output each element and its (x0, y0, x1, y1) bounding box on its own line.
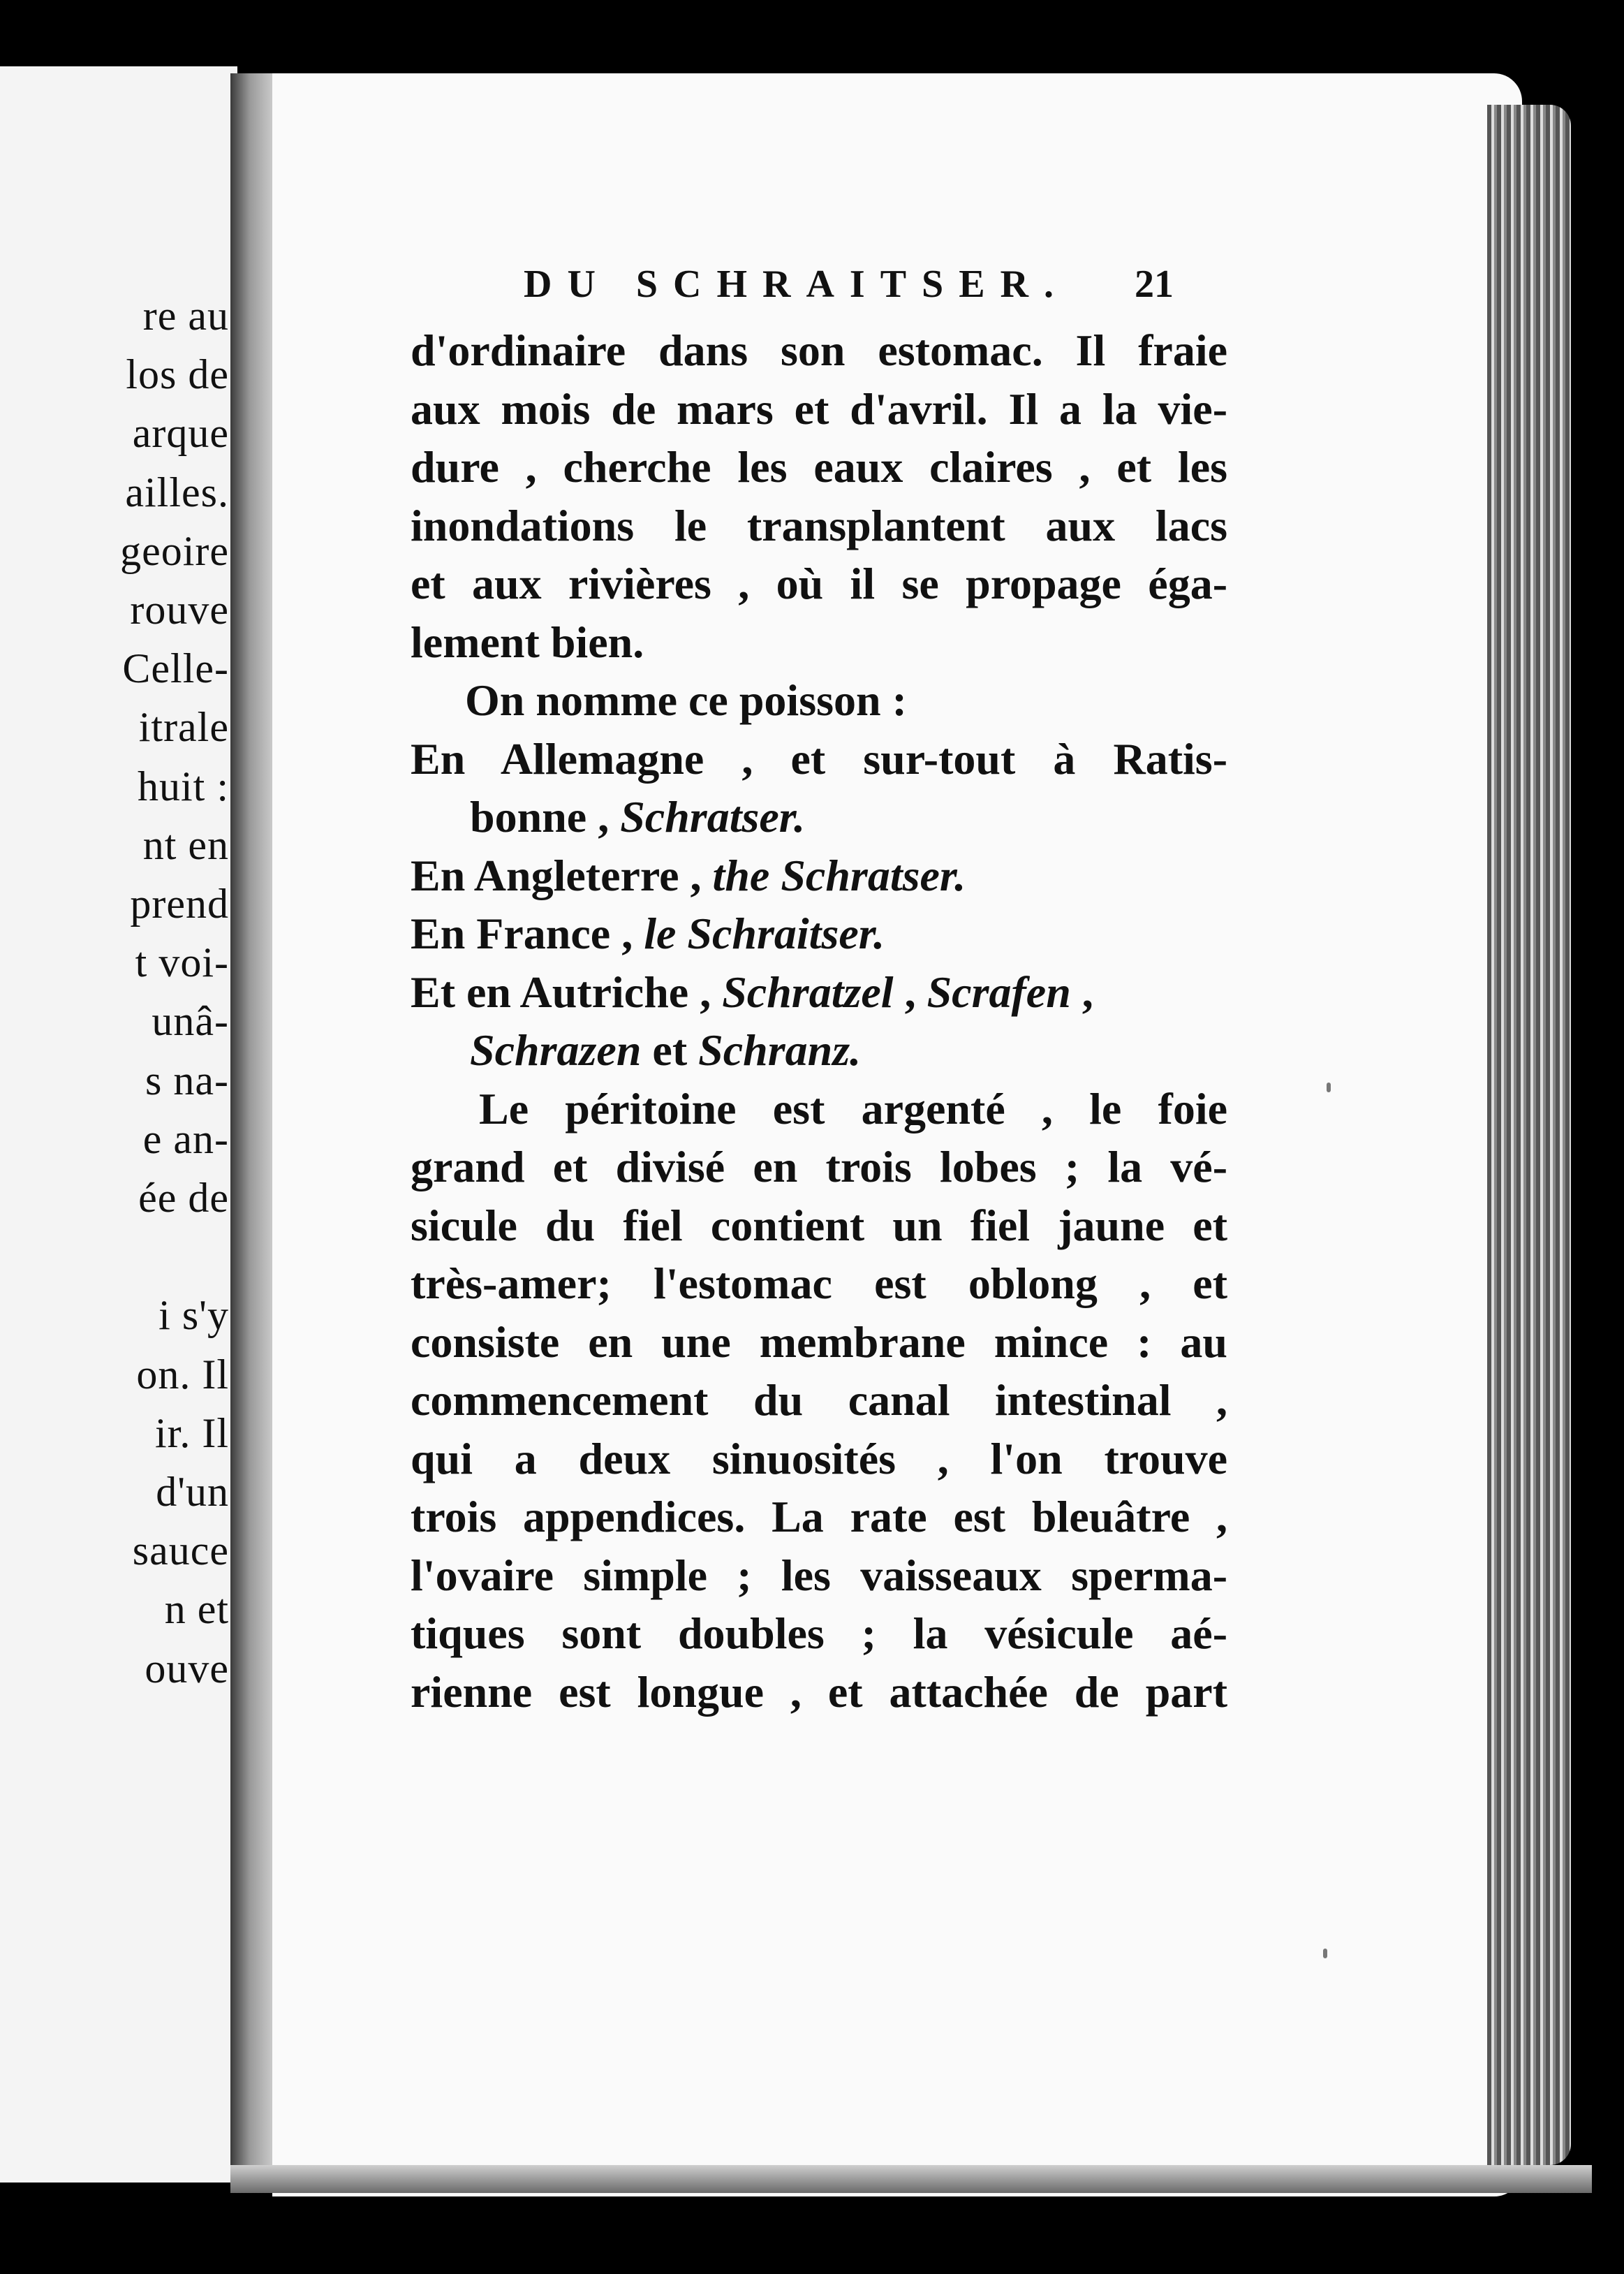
book-bottom-edge (230, 2165, 1592, 2193)
left-page-line-fragment: on. Il (136, 1351, 229, 1398)
italic-name: Schratzel (722, 967, 894, 1017)
left-page-line-fragment: ouve (145, 1645, 229, 1692)
name-entry-austria (411, 963, 1227, 1022)
page-edges (1487, 105, 1571, 2165)
text-line: commencement du canal intestinal , (411, 1375, 1227, 1425)
text-line: sicule du fiel contient un fiel jaune et (411, 1200, 1227, 1250)
left-page-line-fragment: ir. Il (155, 1409, 229, 1456)
italic-name: Schrazen (470, 1025, 642, 1075)
text-line: Le péritoine est argenté , le foie (479, 1083, 1227, 1134)
text-span: En Angleterre , (411, 850, 713, 900)
text-span: et (641, 1025, 699, 1075)
italic-name: Schranz. (698, 1025, 862, 1075)
text-span: bonne , (470, 792, 621, 842)
text-line: l'ovaire simple ; les vaisseaux sperma- (411, 1550, 1227, 1600)
left-page-line-fragment: ée de (138, 1175, 229, 1221)
left-page-line-fragment: s na- (145, 1057, 229, 1103)
name-entry-england (411, 846, 1227, 905)
text-span: , (893, 967, 927, 1017)
paper-speck (1327, 1083, 1331, 1092)
name-entry-germany-cont (411, 788, 1227, 846)
text-line: très-amer; l'estomac est oblong , et (411, 1259, 1227, 1308)
left-page-line-fragment: arque (132, 410, 229, 457)
body-text (411, 321, 1227, 1721)
italic-name: Scrafen (927, 967, 1071, 1017)
name-entry-france (411, 904, 1227, 963)
text-span: , (1070, 967, 1093, 1017)
text-line: grand et divisé en trois lobes ; la vé- (411, 1142, 1227, 1191)
left-page-line-fragment: huit : (137, 763, 229, 809)
name-entry-austria-cont (411, 1021, 1227, 1080)
text-line: tiques sont doubles ; la vésicule aé- (411, 1608, 1227, 1658)
text-span: En France , (411, 909, 644, 958)
text-line: trois appendices. La rate est bleuâtre , (411, 1492, 1227, 1541)
left-page-line-fragment: rouve (130, 587, 229, 633)
left-page-line-fragment: Celle- (122, 645, 229, 692)
text-line: aux mois de mars et d'avril. Il a la vie- (411, 383, 1227, 434)
left-page-line-fragment: ailles. (125, 469, 229, 515)
text-line: et aux rivières , où il se propage éga- (411, 559, 1227, 608)
text-line: inondations le transplantent aux lacs (411, 500, 1227, 550)
text-line: On nomme ce poisson : (465, 675, 907, 725)
left-page-line-fragment: re au (142, 293, 229, 339)
left-page-line-fragment: sauce (132, 1527, 229, 1574)
text-line: rienne est longue , et attachée de part (411, 1666, 1227, 1717)
italic-name: Schratser. (620, 792, 806, 842)
left-page-line-fragment: e an- (142, 1115, 229, 1162)
text-line: lement bien. (411, 617, 644, 667)
left-page-line-fragment: prend (130, 881, 229, 927)
text-line: qui a deux sinuosités , l'on trouve (411, 1433, 1227, 1483)
page-number: 21 (1135, 263, 1174, 306)
text-span: Et en Autriche , (411, 967, 723, 1017)
left-page-line-fragment: geoire (120, 527, 229, 574)
left-page-line-fragment: los de (126, 351, 229, 398)
left-page-line-fragment: t voi- (135, 939, 229, 986)
text-line: dure , cherche les eaux claires , et les (411, 442, 1227, 492)
italic-name: le Schraitser. (644, 909, 885, 958)
left-page-line-fragment: n et (164, 1586, 229, 1633)
text-line: consiste en une membrane mince : au (411, 1316, 1227, 1367)
left-page-line-fragment: d'un (156, 1469, 229, 1515)
left-page-line-fragment: nt en (142, 821, 229, 868)
text-line: d'ordinaire dans son estomac. Il fraie (411, 325, 1227, 375)
left-page (0, 66, 237, 2183)
left-page-line-fragment: i s'y (158, 1292, 229, 1339)
running-head: DU SCHRAITSER. (524, 263, 1069, 306)
italic-name: the Schratser. (712, 850, 966, 900)
name-entry-germany: En Allemagne , et sur-tout à Ratis- (411, 733, 1227, 784)
left-page-line-fragment: itrale (138, 704, 229, 751)
left-page-line-fragment: unâ- (152, 998, 229, 1045)
paper-speck (1323, 1949, 1327, 1958)
